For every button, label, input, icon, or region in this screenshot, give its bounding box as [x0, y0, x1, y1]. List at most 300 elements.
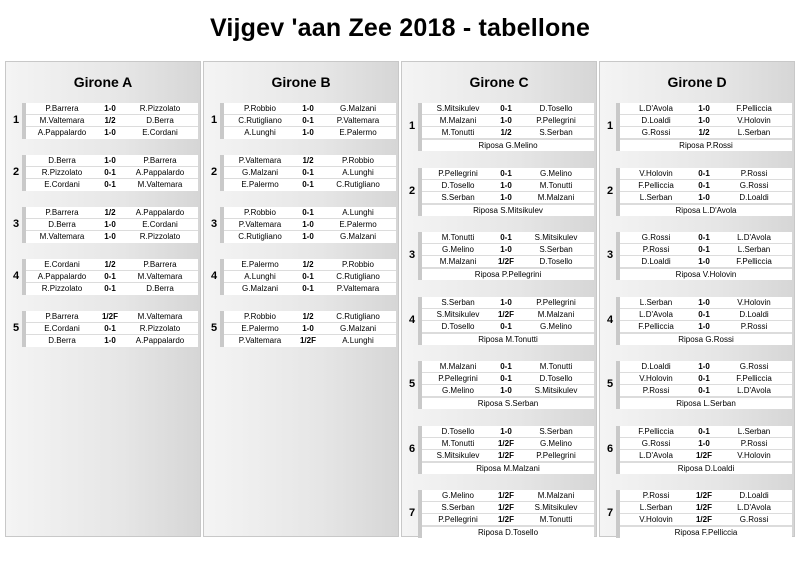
- round-block: [604, 103, 794, 151]
- result: 1/2: [302, 260, 314, 269]
- white-player: S.Mitsikulev: [436, 104, 480, 113]
- result: 0-1: [302, 284, 314, 293]
- match-row: [422, 426, 594, 438]
- white-player: G.Rossi: [641, 128, 671, 137]
- black-player: E.Cordani: [142, 220, 178, 229]
- black-player: P.Pellegrini: [536, 116, 576, 125]
- round-pairings-table: [418, 168, 594, 216]
- white-player: M.Tonutti: [441, 233, 475, 242]
- round-number: 3: [211, 218, 218, 230]
- result: 0-1: [698, 426, 710, 436]
- round-pairings-table: [418, 297, 594, 345]
- white-player: P.Valtemara: [238, 220, 282, 229]
- result: 1/2F: [695, 503, 712, 512]
- round-number: 2: [13, 166, 20, 178]
- result: 1-0: [104, 128, 116, 137]
- black-player: M.Tonutti: [539, 180, 573, 190]
- white-player: S.Mitsikulev: [436, 309, 480, 319]
- bye-row: Riposa L.D'Avola: [620, 204, 792, 216]
- round-number: 5: [13, 322, 20, 334]
- bye-row: Riposa D.Tosello: [422, 526, 594, 538]
- round-pairings-table: [616, 426, 792, 474]
- result: 1/2F: [497, 257, 514, 266]
- round-pairings-table: [220, 311, 396, 347]
- match-row: [620, 438, 792, 450]
- match-row: [26, 127, 198, 139]
- match-row: [224, 271, 396, 283]
- round-block: [604, 232, 794, 280]
- match-row: [422, 244, 594, 256]
- result: 1/2F: [695, 491, 712, 500]
- match-row: [26, 323, 198, 335]
- match-row: [224, 311, 396, 323]
- match-row: [224, 115, 396, 127]
- black-player: D.Loaldi: [739, 491, 769, 500]
- white-player: P.Valtemara: [238, 336, 282, 345]
- result: 1-0: [698, 257, 710, 266]
- result: 0-1: [500, 233, 512, 242]
- black-player: V.Holovin: [737, 297, 771, 307]
- black-player: M.Malzani: [537, 491, 575, 500]
- result: 1/2F: [497, 515, 514, 524]
- match-row: [26, 271, 198, 283]
- black-player: M.Valtemara: [137, 180, 183, 189]
- round-block: [604, 168, 794, 216]
- black-player: D.Tosello: [539, 374, 573, 383]
- match-row: [224, 219, 396, 231]
- result: 1-0: [104, 220, 116, 229]
- white-player: S.Mitsikulev: [436, 450, 480, 460]
- round-pairings-table: [220, 103, 396, 139]
- black-player: P.Rossi: [740, 438, 768, 448]
- black-player: R.Pizzolato: [139, 324, 181, 333]
- match-row: [620, 514, 792, 526]
- page-title: Vijgev 'aan Zee 2018 - tabellone: [209, 14, 591, 42]
- white-player: A.Lunghi: [244, 272, 276, 281]
- round-pairings-table: [616, 297, 792, 345]
- match-row: [224, 103, 396, 115]
- black-player: F.Pelliccia: [736, 257, 772, 266]
- bye-row: Riposa S.Serban: [422, 397, 594, 409]
- result: 1-0: [698, 438, 710, 448]
- match-row: [620, 426, 792, 438]
- result: 0-1: [104, 284, 116, 293]
- white-player: D.Loaldi: [641, 362, 671, 371]
- result: 1/2F: [497, 491, 514, 500]
- result: 0-1: [302, 180, 314, 189]
- match-row: [422, 502, 594, 514]
- round-block: [10, 103, 200, 139]
- black-player: C.Rutigliano: [336, 312, 380, 321]
- result: 0-1: [500, 362, 512, 371]
- round-number: 5: [607, 378, 614, 390]
- bye-row: Riposa P.Pellegrini: [422, 268, 594, 280]
- match-row: [224, 323, 396, 335]
- black-player: D.Tosello: [539, 104, 573, 113]
- round-pairings-table: [22, 207, 198, 243]
- white-player: P.Pellegrini: [438, 168, 478, 178]
- match-row: [224, 155, 396, 167]
- match-row: [224, 127, 396, 139]
- match-row: [26, 219, 198, 231]
- result: 0-1: [698, 309, 710, 319]
- round-pairings-table: [418, 490, 594, 538]
- match-row: [26, 335, 198, 347]
- result: 0-1: [500, 374, 512, 383]
- girone-d-column: [599, 61, 795, 537]
- white-player: L.Serban: [639, 297, 673, 307]
- match-row: [422, 514, 594, 526]
- black-player: D.Loaldi: [739, 192, 769, 202]
- match-row: [422, 180, 594, 192]
- match-row: [422, 361, 594, 373]
- result: 0-1: [302, 168, 314, 177]
- round-pairings-table: [220, 207, 396, 243]
- white-player: V.Holovin: [639, 515, 673, 524]
- result: 1-0: [302, 220, 314, 229]
- white-player: F.Pelliccia: [638, 321, 674, 331]
- black-player: P.Barrera: [143, 156, 177, 165]
- black-player: E.Palermo: [339, 220, 377, 229]
- match-row: [26, 259, 198, 271]
- match-row: [26, 103, 198, 115]
- result: 1/2F: [497, 438, 514, 448]
- result: 0-1: [104, 180, 116, 189]
- bye-row: Riposa V.Holovin: [620, 268, 792, 280]
- white-player: P.Rossi: [642, 245, 670, 254]
- match-row: [620, 450, 792, 462]
- white-player: M.Malzani: [439, 116, 477, 125]
- result: 0-1: [698, 180, 710, 190]
- black-player: P.Rossi: [740, 168, 768, 178]
- match-row: [422, 168, 594, 180]
- round-number: 7: [409, 507, 416, 519]
- result: 0-1: [302, 116, 314, 125]
- black-player: G.Rossi: [739, 515, 769, 524]
- black-player: L.Serban: [737, 426, 771, 436]
- white-player: M.Tonutti: [441, 128, 475, 137]
- match-row: [224, 167, 396, 179]
- round-number: 1: [211, 114, 218, 126]
- result: 1/2: [302, 156, 314, 165]
- round-pairings-table: [418, 232, 594, 280]
- match-row: [224, 283, 396, 295]
- result: 1-0: [500, 180, 512, 190]
- white-player: E.Palermo: [241, 324, 279, 333]
- match-row: [620, 115, 792, 127]
- result: 0-1: [500, 321, 512, 331]
- result: 1/2F: [299, 336, 316, 345]
- result: 1-0: [698, 104, 710, 113]
- black-player: G.Malzani: [339, 232, 376, 241]
- match-row: [620, 168, 792, 180]
- match-row: [422, 373, 594, 385]
- girone-b-column: [203, 61, 399, 537]
- group-title: Girone B: [271, 74, 331, 90]
- match-row: [620, 385, 792, 397]
- result: 1/2F: [695, 450, 712, 460]
- white-player: C.Rutigliano: [238, 232, 282, 241]
- black-player: A.Lunghi: [342, 336, 374, 345]
- match-row: [26, 231, 198, 243]
- round-pairings-table: [418, 426, 594, 474]
- round-block: [406, 297, 596, 345]
- match-row: [422, 232, 594, 244]
- match-row: [620, 502, 792, 514]
- black-player: G.Malzani: [339, 104, 376, 113]
- match-row: [422, 115, 594, 127]
- bye-row: Riposa M.Malzani: [422, 462, 594, 474]
- white-player: P.Rossi: [642, 491, 670, 500]
- round-block: [208, 207, 398, 243]
- match-row: [422, 192, 594, 204]
- result: 1-0: [500, 192, 512, 202]
- match-row: [620, 192, 792, 204]
- black-player: M.Tonutti: [539, 515, 573, 524]
- white-player: E.Cordani: [44, 260, 80, 269]
- result: 0-1: [698, 245, 710, 254]
- round-number: 5: [409, 378, 416, 390]
- round-block: [208, 311, 398, 347]
- round-block: [10, 155, 200, 191]
- round-number: 2: [211, 166, 218, 178]
- black-player: P.Robbio: [342, 156, 374, 165]
- group-title: Girone D: [667, 74, 727, 90]
- result: 1-0: [698, 192, 710, 202]
- round-number: 3: [13, 218, 20, 230]
- white-player: L.Serban: [639, 192, 673, 202]
- round-number: 4: [211, 270, 218, 282]
- black-player: P.Valtemara: [336, 284, 380, 293]
- result: 1/2: [302, 312, 314, 321]
- black-player: A.Pappalardo: [135, 336, 185, 345]
- result: 1-0: [104, 336, 116, 345]
- match-row: [26, 115, 198, 127]
- black-player: M.Malzani: [537, 309, 575, 319]
- white-player: D.Loaldi: [641, 257, 671, 266]
- white-player: F.Pelliccia: [638, 180, 674, 190]
- round-number: 4: [607, 313, 614, 326]
- round-block: [10, 311, 200, 347]
- white-player: P.Barrera: [45, 104, 79, 113]
- black-player: G.Melino: [539, 321, 572, 331]
- round-number: 3: [607, 249, 614, 261]
- round-block: [10, 259, 200, 295]
- white-player: E.Cordani: [44, 324, 80, 333]
- round-block: [406, 426, 596, 474]
- black-player: D.Berra: [146, 284, 174, 293]
- round-number: 1: [409, 120, 416, 132]
- black-player: A.Pappalardo: [135, 168, 185, 177]
- result: 0-1: [698, 233, 710, 242]
- round-block: [604, 361, 794, 409]
- black-player: P.Pellegrini: [536, 450, 576, 460]
- bye-row: Riposa P.Rossi: [620, 139, 792, 151]
- round-block: [604, 297, 794, 345]
- match-row: [422, 438, 594, 450]
- black-player: S.Serban: [539, 426, 573, 436]
- white-player: A.Pappalardo: [37, 128, 87, 137]
- result: 0-1: [500, 168, 512, 178]
- black-player: C.Rutigliano: [336, 180, 380, 189]
- round-pairings-table: [616, 490, 792, 538]
- result: 1-0: [500, 386, 512, 395]
- result: 1-0: [500, 245, 512, 254]
- black-player: A.Pappalardo: [135, 208, 185, 217]
- result: 1/2F: [695, 515, 712, 524]
- result: 1/2: [500, 128, 512, 137]
- black-player: F.Pelliccia: [736, 104, 772, 113]
- black-player: L.Serban: [737, 245, 771, 254]
- white-player: A.Lunghi: [244, 128, 276, 137]
- black-player: P.Rossi: [740, 321, 768, 331]
- round-number: 4: [409, 313, 416, 326]
- round-pairings-table: [22, 103, 198, 139]
- white-player: P.Pellegrini: [438, 374, 478, 383]
- match-row: [422, 321, 594, 333]
- match-row: [224, 231, 396, 243]
- match-row: [26, 167, 198, 179]
- result: 0-1: [104, 272, 116, 281]
- white-player: G.Melino: [441, 386, 474, 395]
- black-player: L.Serban: [737, 128, 771, 137]
- white-player: C.Rutigliano: [238, 116, 282, 125]
- white-player: L.Serban: [639, 503, 673, 512]
- round-number: 2: [607, 184, 614, 197]
- black-player: V.Holovin: [737, 116, 771, 125]
- black-player: R.Pizzolato: [139, 104, 181, 113]
- round-pairings-table: [22, 155, 198, 191]
- match-row: [620, 373, 792, 385]
- match-row: [620, 321, 792, 333]
- result: 0-1: [104, 324, 116, 333]
- black-player: G.Rossi: [739, 362, 769, 371]
- round-block: [406, 168, 596, 216]
- white-player: D.Tosello: [441, 180, 475, 190]
- black-player: P.Valtemara: [336, 116, 380, 125]
- bye-row: Riposa M.Tonutti: [422, 333, 594, 345]
- round-pairings-table: [616, 103, 792, 151]
- white-player: P.Pellegrini: [438, 515, 478, 524]
- result: 1-0: [104, 104, 116, 113]
- white-player: G.Rossi: [641, 438, 671, 448]
- black-player: P.Barrera: [143, 260, 177, 269]
- result: 1-0: [698, 362, 710, 371]
- white-player: M.Malzani: [439, 362, 477, 371]
- round-block: [604, 490, 794, 538]
- white-player: L.D'Avola: [639, 309, 673, 319]
- white-player: E.Palermo: [241, 260, 279, 269]
- bye-row: Riposa S.Mitsikulev: [422, 204, 594, 216]
- black-player: V.Holovin: [737, 450, 771, 460]
- match-row: [620, 297, 792, 309]
- match-row: [620, 256, 792, 268]
- black-player: D.Berra: [146, 116, 174, 125]
- white-player: M.Tonutti: [441, 438, 475, 448]
- black-player: S.Mitsikulev: [534, 386, 578, 395]
- match-row: [422, 103, 594, 115]
- result: 1-0: [302, 324, 314, 333]
- black-player: D.Loaldi: [739, 309, 769, 319]
- white-player: M.Valtemara: [39, 116, 85, 125]
- match-row: [422, 256, 594, 268]
- white-player: G.Malzani: [241, 168, 278, 177]
- match-row: [620, 103, 792, 115]
- match-row: [26, 207, 198, 219]
- white-player: D.Berra: [48, 336, 76, 345]
- black-player: G.Rossi: [739, 180, 769, 190]
- black-player: E.Palermo: [339, 128, 377, 137]
- match-row: [26, 311, 198, 323]
- match-row: [620, 180, 792, 192]
- white-player: L.D'Avola: [639, 104, 673, 113]
- black-player: S.Serban: [539, 245, 573, 254]
- black-player: F.Pelliccia: [736, 374, 772, 383]
- result: 1-0: [698, 297, 710, 307]
- white-player: P.Valtemara: [238, 156, 282, 165]
- match-row: [422, 297, 594, 309]
- black-player: R.Pizzolato: [139, 232, 181, 241]
- round-block: [208, 103, 398, 139]
- white-player: S.Serban: [441, 297, 475, 307]
- bye-row: Riposa G.Melino: [422, 139, 594, 151]
- round-number: 6: [409, 442, 416, 455]
- black-player: M.Malzani: [537, 192, 575, 202]
- white-player: D.Tosello: [441, 426, 475, 436]
- black-player: L.D'Avola: [737, 233, 771, 242]
- black-player: C.Rutigliano: [336, 272, 380, 281]
- black-player: G.Malzani: [339, 324, 376, 333]
- round-block: [208, 155, 398, 191]
- white-player: M.Malzani: [439, 257, 477, 266]
- round-pairings-table: [418, 361, 594, 409]
- white-player: E.Cordani: [44, 180, 80, 189]
- girone-a-column: [5, 61, 201, 537]
- round-block: [406, 490, 596, 538]
- round-number: 7: [607, 507, 614, 519]
- round-block: [406, 232, 596, 280]
- black-player: M.Tonutti: [539, 362, 573, 371]
- black-player: A.Lunghi: [342, 168, 374, 177]
- result: 1/2F: [497, 309, 514, 319]
- match-row: [422, 490, 594, 502]
- result: 0-1: [698, 374, 710, 383]
- round-number: 5: [211, 322, 218, 334]
- black-player: G.Melino: [539, 168, 572, 178]
- match-row: [620, 309, 792, 321]
- round-pairings-table: [418, 103, 594, 151]
- white-player: P.Robbio: [244, 104, 276, 113]
- round-pairings-table: [22, 259, 198, 295]
- white-player: P.Robbio: [244, 312, 276, 321]
- match-row: [422, 385, 594, 397]
- result: 1/2: [104, 260, 116, 269]
- white-player: D.Berra: [48, 220, 76, 229]
- white-player: P.Rossi: [642, 386, 670, 395]
- result: 1-0: [500, 297, 512, 307]
- round-pairings-table: [616, 361, 792, 409]
- result: 1/2F: [497, 450, 514, 460]
- black-player: A.Lunghi: [342, 208, 374, 217]
- round-block: [406, 361, 596, 409]
- white-player: S.Serban: [441, 503, 475, 512]
- black-player: M.Valtemara: [137, 312, 183, 321]
- bye-row: Riposa G.Rossi: [620, 333, 792, 345]
- match-row: [620, 244, 792, 256]
- result: 1-0: [698, 116, 710, 125]
- result: 1-0: [698, 321, 710, 331]
- match-row: [620, 361, 792, 373]
